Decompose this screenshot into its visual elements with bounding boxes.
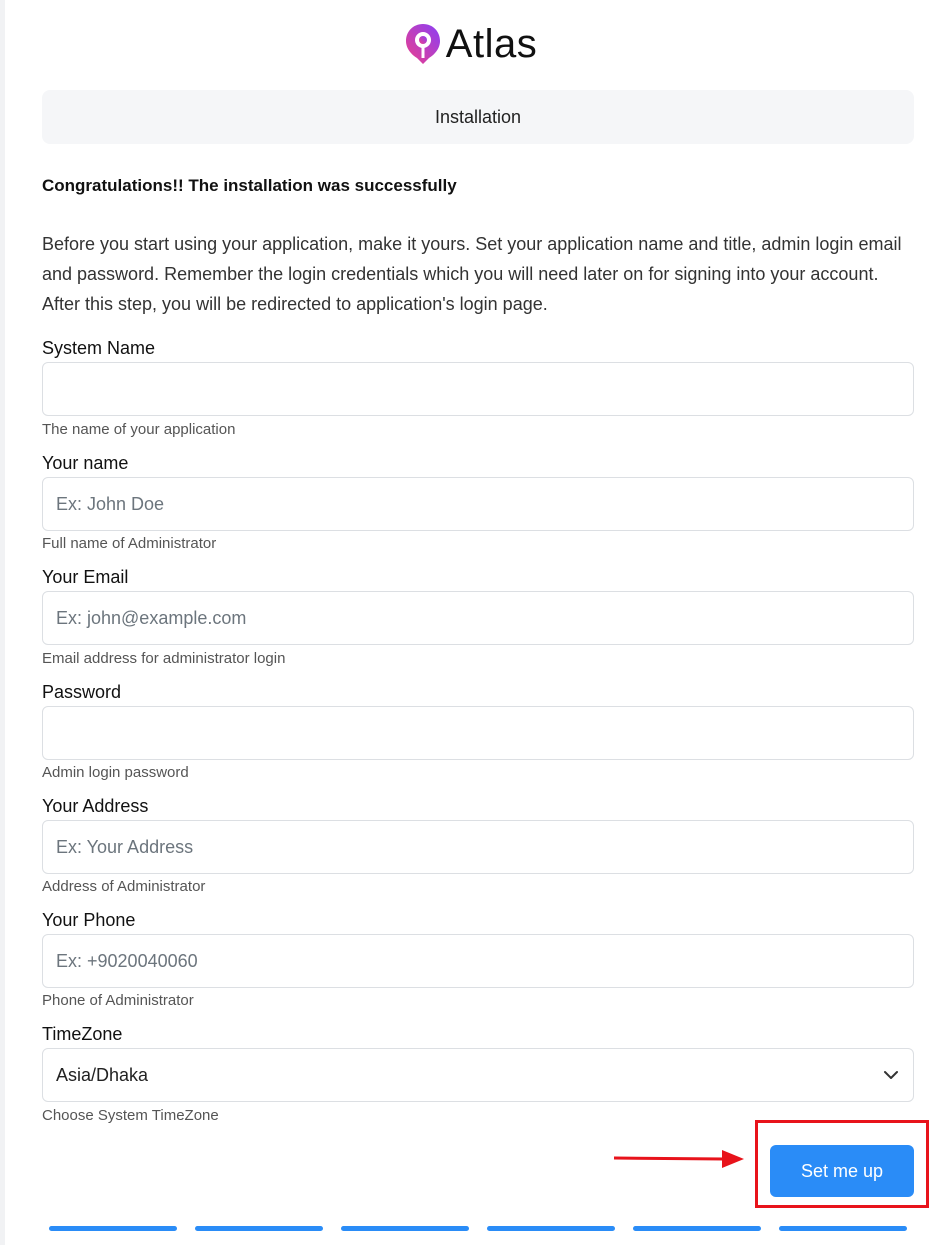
timezone-help: Choose System TimeZone bbox=[42, 1107, 219, 1124]
email-label: Your Email bbox=[42, 567, 129, 587]
progress-step-6 bbox=[779, 1226, 907, 1231]
chevron-down-icon bbox=[882, 1066, 900, 1084]
progress-step-3 bbox=[341, 1226, 469, 1231]
intro-paragraph: Before you start using your application, make it yours. Set your application name and title, admin login email and password. Remember the login credentials which you will need later on for signing into your account. After this step, you will be redirected to application's login page. bbox=[42, 234, 902, 314]
location-pin-icon bbox=[404, 22, 442, 66]
progress-step-1 bbox=[49, 1226, 177, 1231]
your-name-input[interactable] bbox=[42, 477, 914, 531]
installation-header bbox=[42, 90, 914, 144]
timezone-selected-value: Asia/Dhaka bbox=[56, 1064, 149, 1085]
phone-label: Your Phone bbox=[42, 910, 136, 930]
app-logo bbox=[0, 20, 941, 68]
progress-step-2 bbox=[195, 1226, 323, 1231]
arrow-right-icon bbox=[612, 1148, 746, 1170]
set-me-up-button[interactable]: Set me up bbox=[770, 1145, 914, 1197]
logo-text: Atlas bbox=[445, 22, 538, 66]
email-input[interactable] bbox=[42, 591, 914, 645]
timezone-label: TimeZone bbox=[42, 1024, 123, 1044]
password-input[interactable] bbox=[42, 706, 914, 760]
progress-step-4 bbox=[487, 1226, 615, 1231]
password-help: Admin login password bbox=[42, 764, 189, 781]
your-name-label: Your name bbox=[42, 453, 129, 473]
password-label: Password bbox=[42, 682, 122, 702]
phone-help: Phone of Administrator bbox=[42, 992, 194, 1009]
header-title: Installation bbox=[434, 106, 522, 127]
address-label: Your Address bbox=[42, 796, 149, 816]
address-input[interactable] bbox=[42, 820, 914, 874]
progress-step-5 bbox=[633, 1226, 761, 1231]
progress-steps bbox=[0, 1226, 941, 1232]
phone-input[interactable] bbox=[42, 934, 914, 988]
email-help: Email address for administrator login bbox=[42, 650, 286, 667]
timezone-select[interactable] bbox=[42, 1048, 914, 1102]
your-name-help: Full name of Administrator bbox=[42, 535, 217, 552]
page-left-edge bbox=[0, 0, 5, 1245]
system-name-label: System Name bbox=[42, 338, 156, 358]
success-heading: Congratulations!! The installation was successfully bbox=[42, 176, 457, 195]
address-help: Address of Administrator bbox=[42, 878, 206, 895]
system-name-help: The name of your application bbox=[42, 421, 236, 438]
system-name-input[interactable] bbox=[42, 362, 914, 416]
